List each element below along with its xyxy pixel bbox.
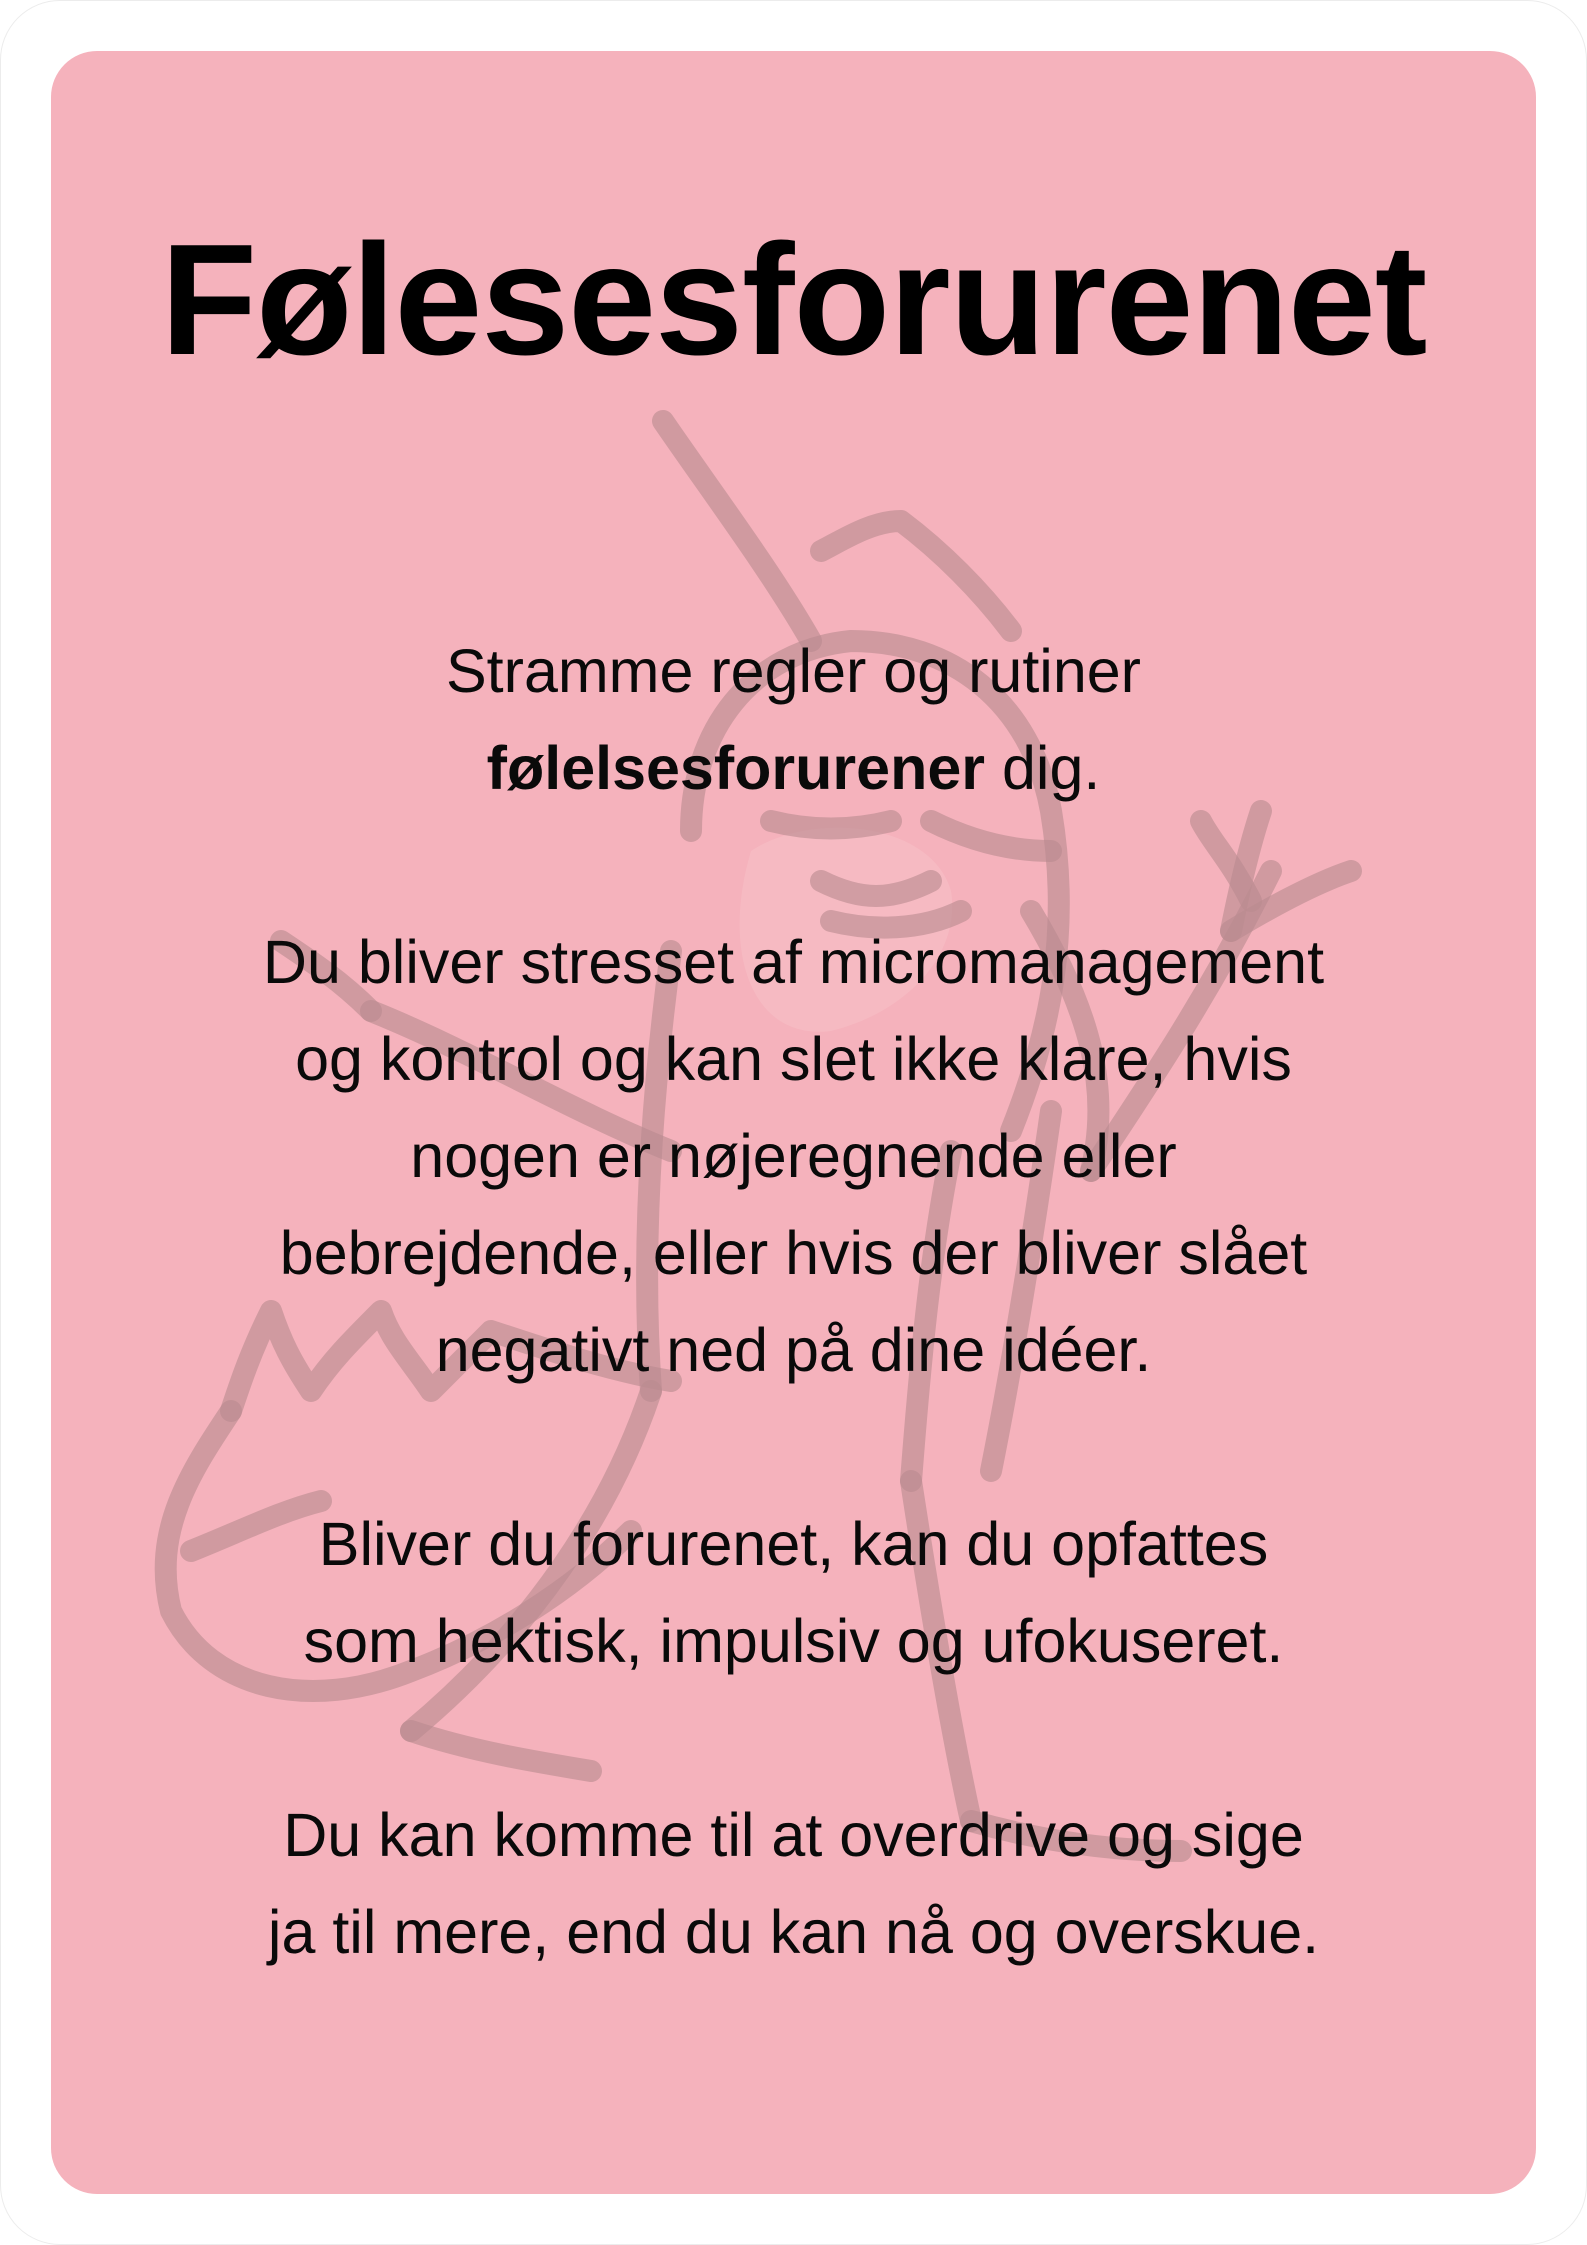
intro-paragraph bbox=[141, 623, 1446, 817]
card-title: Følesesforurenet bbox=[160, 212, 1427, 388]
intro-bold-word: følelsesforurener bbox=[486, 734, 986, 802]
overcommit-line: Du kan komme til at overdrive og sige bbox=[283, 1801, 1304, 1869]
intro-line: Stramme regler og rutiner bbox=[446, 637, 1141, 705]
overcommit-line: ja til mere, end du kan nå og overskue. bbox=[267, 1898, 1320, 1966]
perception-line: som hektisk, impulsiv og ufokuseret. bbox=[303, 1607, 1284, 1675]
stress-line: og kontrol og kan slet ikke klare, hvis bbox=[295, 1025, 1292, 1093]
card-body bbox=[141, 623, 1446, 1981]
overcommit-paragraph bbox=[141, 1787, 1446, 1981]
emotion-card bbox=[51, 51, 1536, 2194]
stress-line: nogen er nøjeregnende eller bbox=[410, 1122, 1177, 1190]
stress-line: bebrejdende, eller hvis der bliver slået bbox=[279, 1219, 1308, 1287]
perception-line: Bliver du forurenet, kan du opfattes bbox=[318, 1510, 1269, 1578]
perception-paragraph bbox=[141, 1496, 1446, 1690]
doodle-head-spike-left bbox=[663, 421, 811, 641]
stress-line: Du bliver stresset af micromanagement bbox=[262, 928, 1325, 996]
doodle-head-spike-right bbox=[821, 521, 1011, 631]
intro-line-end: dig. bbox=[985, 734, 1101, 802]
stress-line: negativt ned på dine idéer. bbox=[435, 1316, 1152, 1384]
stress-paragraph bbox=[141, 914, 1446, 1399]
